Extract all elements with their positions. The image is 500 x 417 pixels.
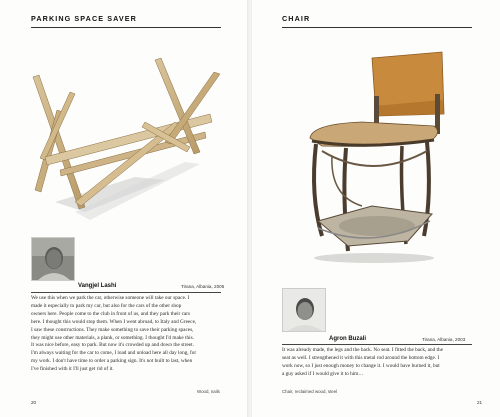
right-page [252,0,500,417]
body-line: they might use other materials, a plank, or something. I thought I'd make this. [31,334,194,341]
right-divider [282,344,472,345]
left-section-title: PARKING SPACE SAVER [31,14,137,23]
body-line: I've finished with it I'll just get rid of it. [31,366,114,373]
parking-saver-photo [15,52,230,222]
body-line: I saw these constructions. They make something to save their parking spaces, [31,326,194,333]
right-location: Tirana, Albania, 2003 [422,337,466,342]
left-page-number: 20 [31,400,37,405]
right-section-title: CHAIR [282,14,311,23]
body-line: here. I thought this would stop them. When I went abroad, to Italy and Greece, [31,318,197,325]
left-section-header [31,13,221,28]
body-line: a guy asked if I would give it to him… [282,370,364,377]
left-caption: Wood, nails [197,389,220,394]
body-line: It was nice before, easy to park. But now it's crowded up and down the street. [31,342,194,349]
chair-photo [302,46,452,266]
body-line: I'm always waiting for the car to come, I load and unload here all day long, for [31,350,197,357]
body-line: my work. I don't have time to order a parking sign. It's not built to last, when [31,358,193,365]
right-author-name: Agron Buzali [329,336,366,342]
left-divider [31,292,221,293]
left-location: Tirana, Albania, 2005 [181,284,225,289]
body-line: owners here. People come to the club in front of us, and they park their cars [31,310,191,317]
right-body-text [282,347,474,379]
left-page [0,0,248,417]
agron-buzali-portrait [282,288,326,332]
right-page-number: 21 [477,400,483,405]
right-caption: Chair, reclaimed wood, steel [282,389,338,394]
left-author-name: Vangjel Lashi [78,283,117,289]
body-line: made it especially to park my car, but also for the cars of the other shop [31,302,182,309]
body-line: We use this when we park the car, otherwise someone will take our space. I [31,295,190,301]
body-line: work now, so I just enough money to change it. I would have burned it, but [282,362,440,369]
body-line: seat as well. I strengthened it with this metal rod around the bottom edge. I [282,354,440,361]
left-body-text [31,295,223,374]
vangjel-lashi-portrait [31,237,75,281]
right-section-header [282,13,472,28]
body-line: It was already made, the legs and the back. No seat. I fitted the back, and the [282,347,443,353]
